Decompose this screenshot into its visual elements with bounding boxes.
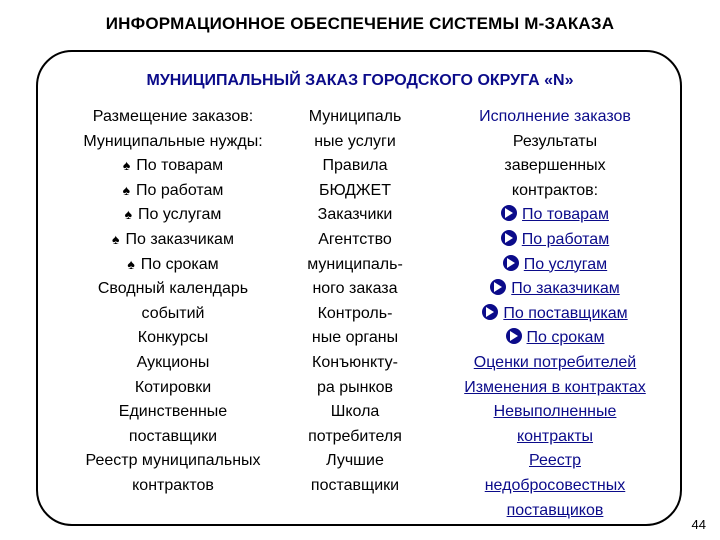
spade-bullet-icon: ♠ (122, 157, 131, 174)
middle-line: потребителя (308, 427, 402, 445)
middle-line: ного заказа (312, 280, 398, 298)
middle-line: Правила (322, 157, 388, 175)
left-column (32, 105, 314, 499)
arrow-circle-icon (501, 230, 517, 246)
link-unfair-suppliers-registry[interactable]: поставщиков (506, 501, 604, 519)
link-unfair-suppliers-registry[interactable]: Реестр (529, 452, 581, 470)
middle-line: Заказчики (317, 206, 393, 224)
middle-line: Агентство (318, 230, 392, 248)
middle-line: ные органы (311, 329, 399, 347)
link-contract-changes[interactable]: Изменения в контрактах (464, 378, 646, 396)
results-line: завершенных (504, 157, 606, 175)
middle-line: ные услуги (314, 132, 396, 150)
result-link-services[interactable]: По услугам (420, 253, 690, 278)
results-line: Результаты (512, 132, 598, 150)
result-link-products[interactable]: По товарам (420, 203, 690, 228)
page-number: 44 (691, 517, 706, 532)
middle-line: муниципаль- (307, 255, 403, 273)
middle-line: Муниципаль (308, 108, 402, 125)
right-header: Исполнение заказов (479, 108, 631, 125)
spade-bullet-icon: ♠ (124, 206, 133, 223)
result-link-customers[interactable]: По заказчикам (420, 277, 690, 302)
middle-line: Школа (330, 403, 380, 421)
spade-bullet-icon: ♠ (112, 230, 120, 247)
arrow-circle-icon (482, 304, 498, 320)
needs-item: ♠ По срокам (127, 255, 219, 273)
result-link-works[interactable]: По работам (420, 228, 690, 253)
needs-label: Муниципальные нужды: (83, 132, 263, 150)
left-line: поставщики (128, 427, 218, 445)
needs-item: ♠ По работам (122, 181, 224, 199)
arrow-circle-icon (501, 205, 517, 221)
left-line: Котировки (134, 378, 212, 396)
arrow-circle-icon (490, 279, 506, 295)
spade-bullet-icon: ♠ (127, 255, 135, 272)
left-line: Аукционы (136, 353, 210, 371)
calendar-line: событий (141, 304, 205, 322)
middle-column (284, 105, 426, 499)
slide-subtitle: МУНИЦИПАЛЬНЫЙ ЗАКАЗ ГОРОДСКОГО ОКРУГА «N» (146, 72, 574, 89)
link-unfair-suppliers-registry[interactable]: недобросовестных (484, 476, 626, 494)
spade-bullet-icon: ♠ (122, 181, 131, 198)
left-line: контрактов (132, 476, 214, 494)
left-header: Размещение заказов: (92, 108, 254, 125)
calendar-line: Сводный календарь (97, 280, 249, 298)
middle-line: БЮДЖЕТ (318, 181, 391, 199)
middle-line: поставщики (310, 476, 400, 494)
arrow-circle-icon (506, 328, 522, 344)
link-consumer-ratings[interactable]: Оценки потребителей (473, 353, 637, 371)
needs-item: ♠ По заказчикам (112, 230, 234, 248)
slide-title: ИНФОРМАЦИОННОЕ ОБЕСПЕЧЕНИЕ СИСТЕМЫ М-ЗАКАЗА (105, 14, 615, 33)
middle-line: Лучшие (326, 452, 384, 470)
left-line: Конкурсы (137, 329, 209, 347)
left-line: Реестр муниципальных (85, 452, 261, 470)
result-link-terms[interactable]: По срокам (420, 326, 690, 351)
left-line: Единственные (118, 403, 228, 421)
needs-item: ♠ По услугам (124, 206, 222, 224)
link-unfulfilled-contracts[interactable]: Невыполненные (493, 403, 617, 421)
right-column (420, 105, 690, 523)
results-line: контрактов: (511, 181, 599, 199)
needs-item: ♠ По товарам (122, 157, 224, 175)
link-unfulfilled-contracts[interactable]: контракты (516, 427, 594, 445)
arrow-circle-icon (503, 255, 519, 271)
middle-line: Конъюнкту- (312, 353, 398, 371)
middle-line: Контроль- (317, 304, 393, 322)
middle-line: ра рынков (316, 378, 394, 396)
result-link-suppliers[interactable]: По поставщикам (420, 302, 690, 327)
